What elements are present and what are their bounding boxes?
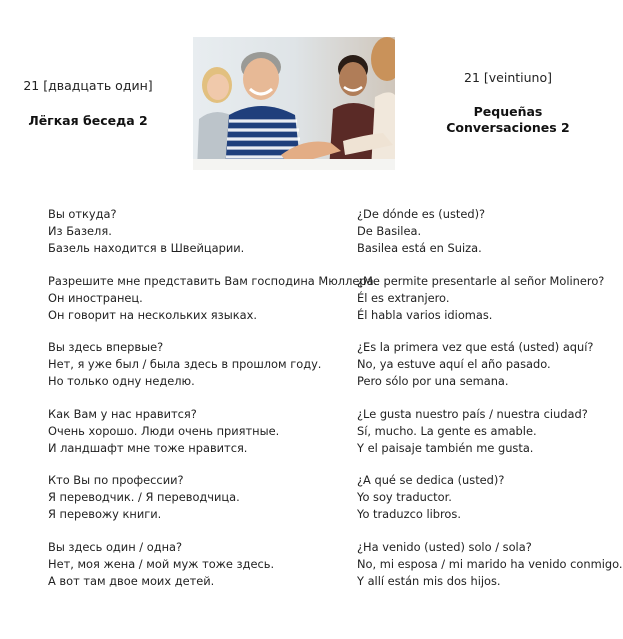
lesson-title-spanish-line2: Conversaciones 2 — [446, 120, 570, 135]
russian-column — [48, 206, 377, 606]
phrase-es: De Basilea. — [357, 224, 422, 238]
dialogue-group-es — [357, 406, 622, 457]
phrase-ru: Вы здесь один / одна? — [48, 539, 183, 554]
dialogue-group-ru — [48, 539, 377, 590]
phrase-es: Él es extranjero. — [357, 290, 450, 305]
dialogue-group-es — [357, 206, 622, 257]
lesson-number-spanish: 21 [veintiuno] — [464, 70, 552, 85]
phrase-es: ¿A qué se dedica (usted)? — [357, 473, 505, 488]
phrase-ru: Как Вам у нас нравится? — [48, 406, 197, 421]
phrase-ru: Вы здесь впервые? — [48, 340, 164, 355]
phrase-es: ¿De dónde es (usted)? — [357, 207, 486, 221]
dialogue-group-ru — [48, 339, 377, 390]
phrase-es: Yo traduzco libros. — [357, 507, 461, 522]
phrase-ru: Нет, я уже был / была здесь в прошлом году. — [48, 357, 322, 372]
spanish-column — [357, 206, 622, 606]
phrase-ru: Но только одну неделю. — [48, 374, 195, 389]
dialogue-group-ru — [48, 406, 377, 457]
phrase-ru: Разрешите мне представить Вам господина Мюллера. — [48, 273, 378, 288]
phrase-ru: А вот там двое моих детей. — [48, 573, 215, 588]
lesson-header-spanish — [420, 70, 596, 136]
phrase-ru: Вы откуда? — [48, 207, 117, 221]
phrase-ru: Базель находится в Швейцарии. — [48, 241, 245, 255]
dialogue-group-ru — [48, 206, 377, 257]
phrase-es: ¿Es la primera vez que está (usted) aquí? — [357, 340, 594, 355]
dialogue-group-es — [357, 472, 622, 523]
phrase-ru: Очень хорошо. Люди очень приятные. — [48, 423, 280, 438]
phrase-es: ¿Me permite presentarle al señor Molinero? — [357, 273, 605, 288]
phrase-ru: Кто Вы по профессии? — [48, 473, 184, 488]
phrase-es: ¿Ha venido (usted) solo / sola? — [357, 539, 532, 554]
dialogue-group-ru — [48, 472, 377, 523]
dialogue-group-ru — [48, 273, 377, 324]
phrase-ru: Он иностранец. — [48, 290, 143, 305]
phrase-ru: Из Базеля. — [48, 224, 112, 238]
phrase-es: No, mi esposa / mi marido ha venido conmigo. — [357, 556, 623, 571]
phrase-es: Yo soy traductor. — [357, 490, 452, 505]
phrase-es: Sí, mucho. La gente es amable. — [357, 423, 537, 438]
people-handshake-photo — [193, 37, 395, 170]
lesson-header-russian — [0, 78, 176, 129]
phrase-es: No, ya estuve aquí el año pasado. — [357, 357, 551, 372]
lesson-title-spanish-line1: Pequeñas — [473, 104, 543, 119]
phrase-es: Basilea está en Suiza. — [357, 241, 482, 255]
phrase-ru: Он говорит на нескольких языках. — [48, 307, 257, 322]
phrase-es: ¿Le gusta nuestro país / nuestra ciudad? — [357, 406, 588, 421]
phrase-ru: Я переводчик. / Я переводчица. — [48, 490, 240, 505]
lesson-title-spanish — [420, 104, 596, 136]
phrase-es: Y el paisaje también me gusta. — [357, 440, 534, 455]
dialogue-group-es — [357, 539, 622, 590]
phrase-ru: Нет, моя жена / мой муж тоже здесь. — [48, 556, 275, 571]
phrase-es: Él habla varios idiomas. — [357, 307, 493, 322]
phrase-ru: Я перевожу книги. — [48, 507, 162, 522]
phrase-ru: И ландшафт мне тоже нравится. — [48, 440, 248, 455]
phrase-es: Pero sólo por una semana. — [357, 374, 509, 389]
dialogue-group-es — [357, 339, 622, 390]
lesson-title-russian: Лёгкая беседа 2 — [28, 113, 148, 128]
lesson-number-russian: 21 [двадцать один] — [23, 78, 153, 93]
phrase-es: Y allí están mis dos hijos. — [357, 573, 501, 588]
dialogue-group-es — [357, 273, 622, 324]
